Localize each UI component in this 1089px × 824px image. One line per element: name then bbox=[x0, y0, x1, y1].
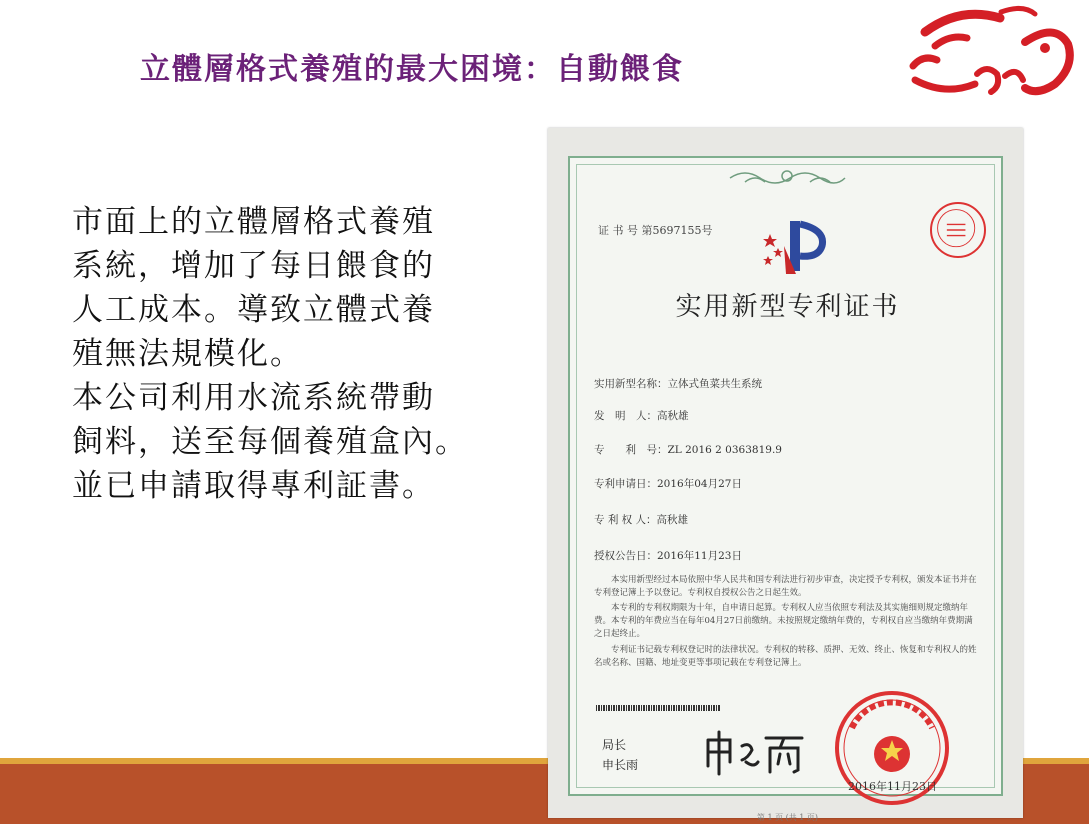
certificate-frame bbox=[568, 156, 1003, 822]
field-inventor: 发 明 人：高秋雄 bbox=[594, 410, 689, 422]
certificate-paragraph: 本实用新型经过本局依照中华人民共和国专利法进行初步审查，决定授予专利权，颁发本证书并在专利登记簿上予以登记。专利权自授权公告之日起生效。 bbox=[594, 575, 977, 598]
stamp-date: 2016年11月23日 bbox=[848, 780, 937, 793]
body-line: 殖無法規模化。 bbox=[72, 336, 303, 372]
chief-name: 申长雨 bbox=[602, 758, 639, 772]
red-seal-small-icon bbox=[930, 202, 986, 258]
slide-title: 立體層格式養殖的最大困境：自動餵食 bbox=[140, 52, 684, 87]
body-line: 人工成本。導致立體式養 bbox=[72, 292, 435, 328]
body-line: 飼料，送至每個養殖盒內。 bbox=[72, 424, 468, 460]
chief-label: 局长 bbox=[602, 738, 627, 752]
body-text bbox=[72, 200, 512, 508]
barcode bbox=[596, 705, 721, 711]
signature-icon bbox=[700, 728, 810, 778]
certificate-title: 实用新型专利证书 bbox=[675, 292, 900, 322]
ornament-icon bbox=[725, 166, 850, 188]
certificate-number: 证 书 号 第5697155号 bbox=[598, 224, 713, 237]
certificate-paragraph: 本专利的专利权期限为十年，自申请日起算。专利权人应当依照专利法及其实施细则规定缴纳年费。本专利的年费应当在每年04月27日前缴纳。未按照规定缴纳年费的，专利权自应当缴纳年费期满之日起终止。 bbox=[594, 603, 973, 639]
fish-logo-icon bbox=[905, 4, 1075, 104]
body-line: 市面上的立體層格式養殖 bbox=[72, 204, 435, 240]
body-line: 系統，增加了每日餵食的 bbox=[72, 248, 435, 284]
field-patentee: 专 利 权 人：高秋雄 bbox=[594, 514, 689, 526]
page-number: 第 1 页 (共 1 页) bbox=[756, 813, 819, 822]
field-filing-date: 专利申请日：2016年04月27日 bbox=[594, 478, 742, 490]
certificate-paragraph: 专利证书记载专利权登记时的法律状况。专利权的转移、质押、无效、终止、恢复和专利权人的姓名或名称、国籍、地址变更等事项记载在专利登记簿上。 bbox=[594, 645, 977, 668]
body-line: 本公司利用水流系統帶動 bbox=[72, 380, 435, 416]
patent-office-emblem-icon bbox=[760, 216, 830, 276]
field-utility-name: 实用新型名称：立体式鱼菜共生系统 bbox=[594, 378, 762, 390]
body-line: 並已申請取得專利証書。 bbox=[72, 468, 435, 504]
patent-certificate-image bbox=[548, 128, 1023, 822]
field-grant-date: 授权公告日：2016年11月23日 bbox=[594, 550, 742, 562]
field-patent-number: 专 利 号：ZL 2016 2 0363819.9 bbox=[594, 444, 782, 456]
